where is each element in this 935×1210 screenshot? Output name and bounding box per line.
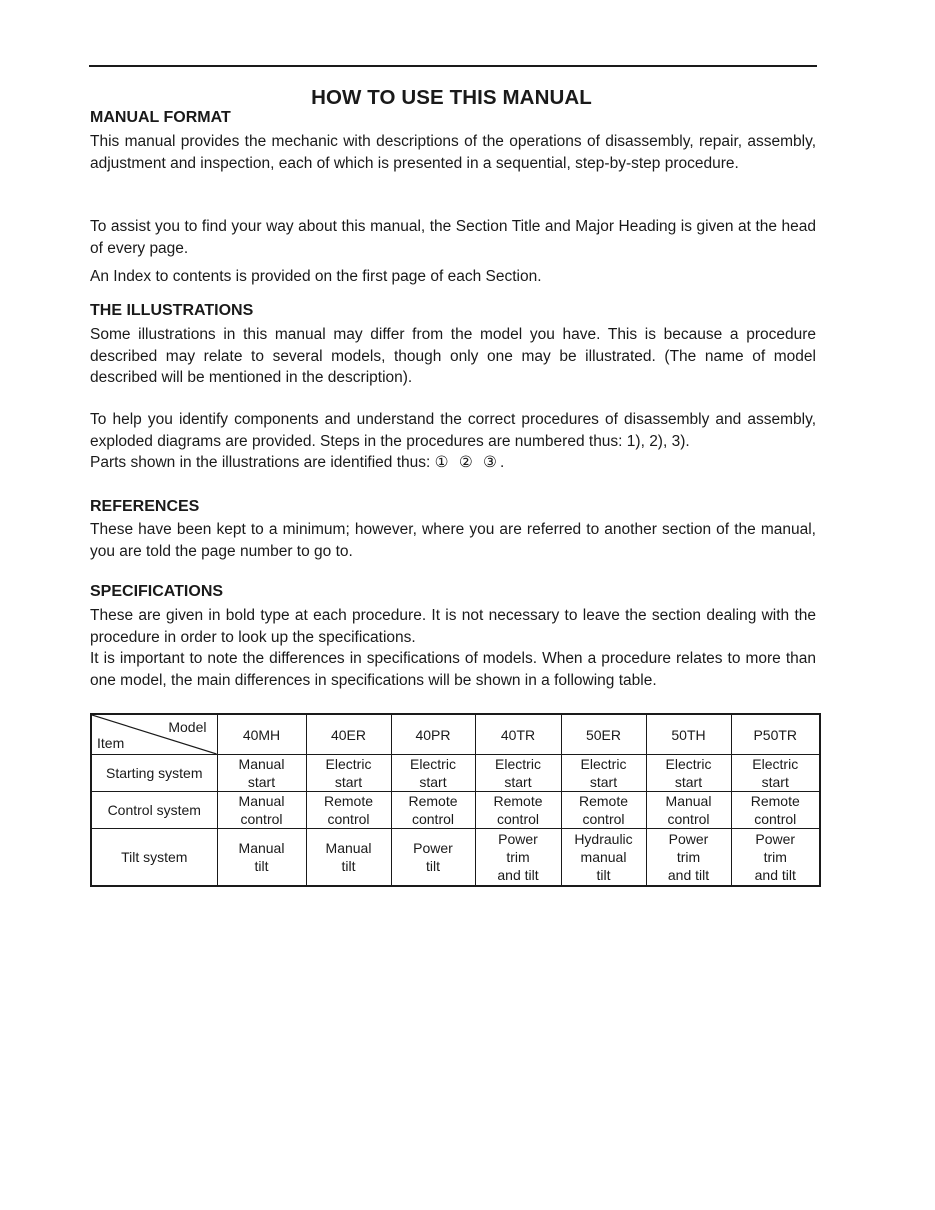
manual-format-paragraph-3: An Index to contents is provided on the first page of each Section.	[90, 268, 542, 285]
table-cell-line: Manual	[238, 840, 285, 856]
corner-item-label: Item	[97, 735, 125, 751]
top-rule	[89, 65, 817, 67]
table-cell-line: start	[504, 774, 532, 790]
table-header-model: 40ER	[306, 714, 391, 755]
page-title: HOW TO USE THIS MANUAL	[311, 86, 592, 109]
table-cell	[561, 755, 646, 792]
corner-model-label: Model	[168, 719, 207, 735]
table-cell-line: Remote	[408, 793, 458, 809]
model-specification-table	[90, 713, 821, 887]
table-cell	[391, 755, 475, 792]
table-cell-line: control	[327, 811, 370, 827]
table-cell-line: tilt	[341, 858, 356, 874]
table-cell-line: Manual	[238, 793, 285, 809]
table-cell-line: start	[247, 774, 276, 790]
illustrations-paragraph-3-text: Parts shown in the illustrations are identified thus:	[90, 454, 431, 471]
circled-numbers: ① ② ③	[434, 454, 500, 471]
table-cell-line: trim	[676, 849, 701, 865]
table-cell-line: tilt	[426, 858, 440, 874]
heading-manual-format: MANUAL FORMAT	[90, 109, 231, 126]
heading-specifications: SPECIFICATIONS	[90, 583, 224, 600]
table-cell-line: control	[240, 811, 283, 827]
table-cell-line: and tilt	[667, 867, 710, 883]
table-cell	[217, 792, 306, 829]
table-cell-line: control	[496, 811, 540, 827]
table-cell	[306, 755, 391, 792]
table-row-item-label: Starting system	[91, 755, 217, 792]
table-cell-line: Electric	[665, 756, 712, 772]
table-cell-line: Remote	[750, 793, 800, 809]
table-cell	[561, 829, 646, 887]
table-cell	[391, 829, 475, 887]
table-cell	[217, 755, 306, 792]
table-cell-line: tilt	[596, 867, 611, 883]
table-cell	[731, 829, 820, 887]
table-cell-line: manual	[580, 849, 627, 865]
table-cell-line: control	[411, 811, 455, 827]
table-cell	[306, 829, 391, 887]
table-cell-line: Electric	[325, 756, 372, 772]
heading-illustrations: THE ILLUSTRATIONS	[90, 302, 254, 319]
table-cell	[646, 792, 731, 829]
table-row-item-label: Tilt system	[91, 829, 217, 887]
table-cell-line: tilt	[254, 858, 269, 874]
table-cell-line: control	[754, 811, 797, 827]
table-cell-line: Remote	[578, 793, 629, 809]
table-cell-line: Electric	[580, 756, 627, 772]
table-corner-cell	[91, 714, 217, 755]
table-cell	[561, 792, 646, 829]
table-cell-line: Manual	[238, 756, 285, 772]
table-cell-line: Remote	[323, 793, 374, 809]
table-cell-line: and tilt	[754, 867, 796, 883]
table-cell-line: Power	[498, 831, 538, 847]
table-cell-line: Manual	[665, 793, 712, 809]
table-cell	[731, 755, 820, 792]
table-cell-line: start	[674, 774, 703, 790]
table-cell-line: start	[761, 774, 789, 790]
manual-format-paragraph-2: To assist you to find your way about this manual, the Section Title and Major Heading is given at the head of every page.	[90, 218, 816, 257]
manual-format-paragraph-1: This manual provides the mechanic with descriptions of the operations of disassembly, repair, assembly, adjustment and inspection, each of which is presented in a sequential, step-by-step procedure.	[90, 133, 816, 172]
specifications-paragraph-2: It is important to note the differences in specifications of models. When a procedure relates to more than one model, the main differences in specifications will be shown in a following table.	[90, 650, 816, 689]
table-cell-line: Manual	[325, 840, 372, 856]
table-header-row	[91, 714, 820, 755]
table-header-model: 50TH	[646, 714, 731, 755]
table-cell	[475, 792, 561, 829]
table-cell	[391, 792, 475, 829]
table-cell-line: control	[582, 811, 625, 827]
heading-references: REFERENCES	[90, 498, 200, 515]
table-cell-line: start	[589, 774, 618, 790]
table-header-model: P50TR	[731, 714, 820, 755]
table-cell	[731, 792, 820, 829]
table-cell-line: Power	[413, 840, 453, 856]
table-cell-line: Remote	[493, 793, 543, 809]
table-row	[91, 829, 820, 887]
table-row-item-label: Control system	[91, 792, 217, 829]
table-cell	[475, 829, 561, 887]
table-cell-line: Electric	[752, 756, 799, 772]
table-header-model: 40PR	[391, 714, 475, 755]
table-cell-line: Power	[755, 831, 796, 847]
table-row	[91, 792, 820, 829]
table-cell-line: Electric	[495, 756, 541, 772]
table-row	[91, 755, 820, 792]
table-cell	[475, 755, 561, 792]
table-header-model: 40MH	[217, 714, 306, 755]
table-cell-line: control	[667, 811, 710, 827]
table-cell-line: start	[334, 774, 363, 790]
table-header-model: 40TR	[475, 714, 561, 755]
specifications-paragraph-1: These are given in bold type at each procedure. It is not necessary to leave the section dealing with the procedure in order to look up the specifications.	[90, 607, 816, 646]
table-cell-line: Electric	[410, 756, 456, 772]
illustrations-paragraph-1: Some illustrations in this manual may differ from the model you have. This is because a procedure described may relate to several models, though only one may be illustrated. (The name of model described will be mentioned in the description).	[90, 326, 816, 386]
table-header-model: 50ER	[561, 714, 646, 755]
table-cell-line: Hydraulic	[574, 831, 633, 847]
references-paragraph-1: These have been kept to a minimum; however, where you are referred to another section of the manual, you are told the page number to go to.	[90, 521, 816, 560]
illustrations-paragraph-2: To help you identify components and understand the correct procedures of disassembly and assembly, exploded diagrams are provided. Steps in the procedures are numbered thus: 1), 2), 3).	[90, 411, 816, 450]
table-cell-line: Power	[668, 831, 709, 847]
illustrations-paragraph-3-period: .	[499, 454, 505, 471]
table-cell-line: and tilt	[497, 867, 539, 883]
table-cell	[217, 829, 306, 887]
illustrations-paragraph-3	[90, 452, 816, 474]
table-cell	[306, 792, 391, 829]
table-cell	[646, 829, 731, 887]
table-cell-line: trim	[506, 849, 530, 865]
table-cell-line: trim	[763, 849, 787, 865]
table-cell-line: start	[419, 774, 447, 790]
table-cell	[646, 755, 731, 792]
